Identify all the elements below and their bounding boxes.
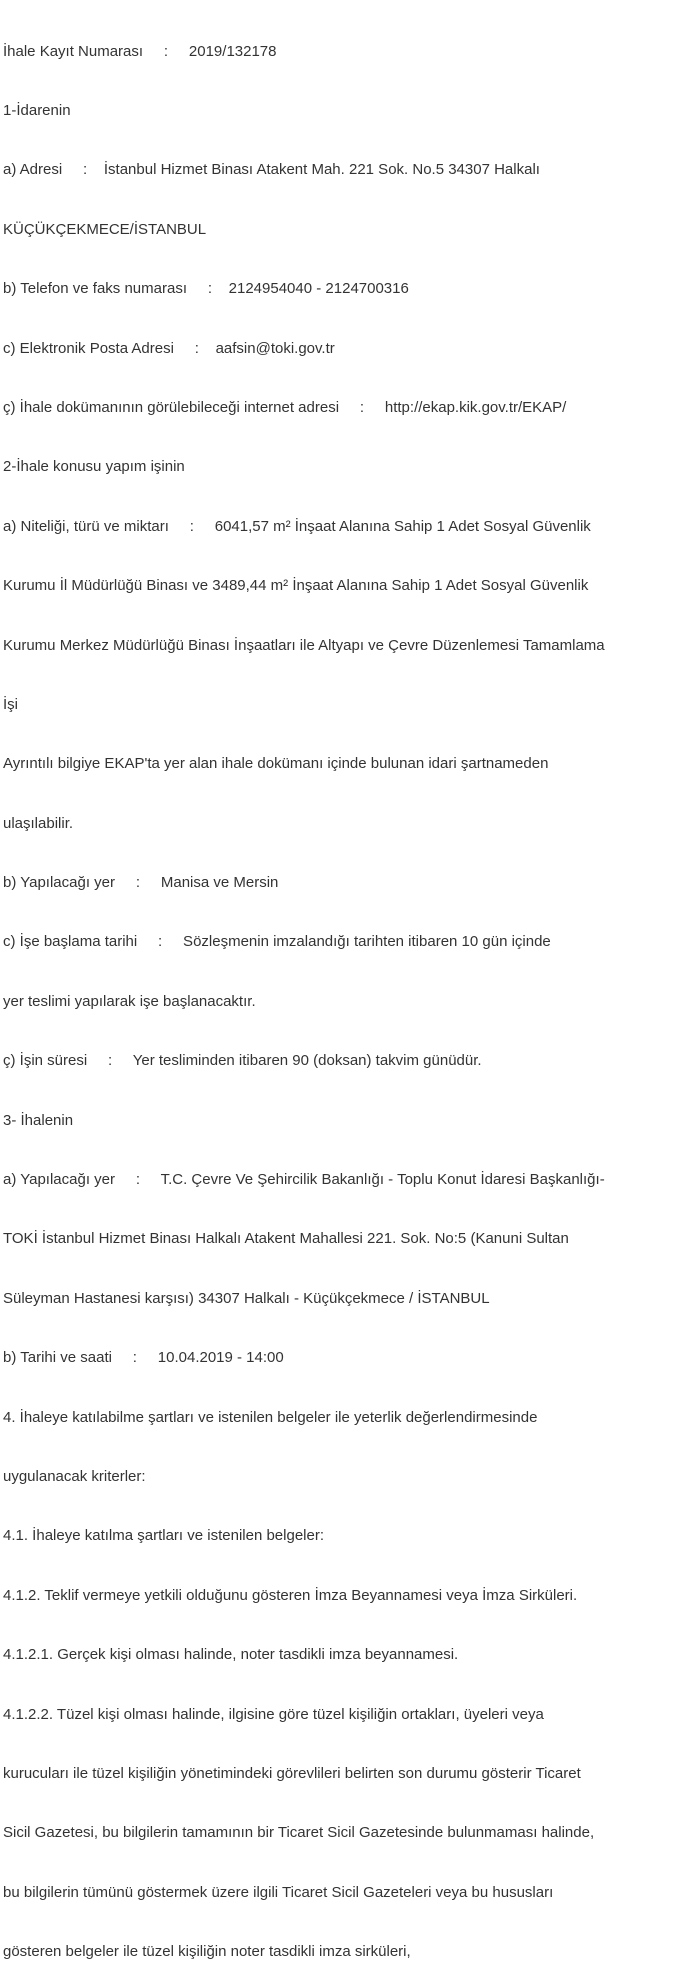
text-line: b) Telefon ve faks numarası : 2124954040 - 2124700316: [3, 280, 409, 298]
text-line: Kurumu Merkez Müdürlüğü Binası İnşaatları ile Altyapı ve Çevre Düzenlemesi Tamamlama: [3, 636, 605, 654]
text-line: c) Elektronik Posta Adresi : aafsin@toki.gov.tr: [3, 339, 335, 357]
text-line: KÜÇÜKÇEKMECE/İSTANBUL: [3, 220, 207, 238]
text-line: 1-İdarenin: [3, 101, 71, 119]
text-line: a) Yapılacağı yer : T.C. Çevre Ve Şehircilik Bakanlığı - Toplu Konut İdaresi Başkanlığı-: [3, 1171, 605, 1189]
text-line: 4.1. İhaleye katılma şartları ve istenilen belgeler:: [3, 1527, 324, 1545]
text-line: 2-İhale konusu yapım işinin: [3, 458, 185, 476]
text-line: ç) İşin süresi : Yer tesliminden itibaren 90 (doksan) takvim günüdür.: [3, 1052, 482, 1070]
text-line: 3- İhalenin: [3, 1111, 74, 1129]
text-line: gösteren belgeler ile tüzel kişiliğin noter tasdikli imza sirküleri,: [3, 1943, 411, 1961]
text-line: 4. İhaleye katılabilme şartları ve istenilen belgeler ile yeterlik değerlendirmesinde: [3, 1408, 538, 1426]
text-line: ç) İhale dokümanının görülebileceği internet adresi : http://ekap.kik.gov.tr/EKAP/: [3, 398, 567, 416]
text-line: kurucuları ile tüzel kişiliğin yönetimindeki görevlileri belirten son durumu gösterir Ticaret: [3, 1764, 581, 1782]
text-line: b) Yapılacağı yer : Manisa ve Mersin: [3, 874, 279, 892]
text-line: a) Adresi : İstanbul Hizmet Binası Atakent Mah. 221 Sok. No.5 34307 Halkalı: [3, 161, 540, 179]
text-line: TOKİ İstanbul Hizmet Binası Halkalı Atakent Mahallesi 221. Sok. No:5 (Kanuni Sultan: [3, 1230, 569, 1248]
text-line: Ayrıntılı bilgiye EKAP'ta yer alan ihale dokümanı içinde bulunan idari şartnameden: [3, 755, 549, 773]
text-line: uygulanacak kriterler:: [3, 1467, 146, 1485]
text-line: İhale Kayıt Numarası : 2019/132178: [3, 42, 277, 60]
text-line: 4.1.2. Teklif vermeye yetkili olduğunu gösteren İmza Beyannamesi veya İmza Sirküleri.: [3, 1586, 578, 1604]
text-line: b) Tarihi ve saati : 10.04.2019 - 14:00: [3, 1349, 284, 1367]
text-line: Sicil Gazetesi, bu bilgilerin tamamının bir Ticaret Sicil Gazetesinde bulunmaması halinde,: [3, 1824, 595, 1842]
text-line: ulaşılabilir.: [3, 814, 74, 832]
text-line: Kurumu İl Müdürlüğü Binası ve 3489,44 m² İnşaat Alanına Sahip 1 Adet Sosyal Güvenlik: [3, 577, 589, 595]
text-line: bu bilgilerin tümünü göstermek üzere ilgili Ticaret Sicil Gazeteleri veya bu hususları: [3, 1883, 554, 1901]
tender-announcement-text: [3, 2, 681, 1982]
text-line: yer teslimi yapılarak işe başlanacaktır.: [3, 992, 256, 1010]
text-line: 4.1.2.2. Tüzel kişi olması halinde, ilgisine göre tüzel kişiliğin ortakları, üyeleri veya: [3, 1705, 544, 1723]
text-line: Süleyman Hastanesi karşısı) 34307 Halkalı - Küçükçekmece / İSTANBUL: [3, 1289, 490, 1307]
text-line: c) İşe başlama tarihi : Sözleşmenin imzalandığı tarihten itibaren 10 gün içinde: [3, 933, 551, 951]
text-line: 4.1.2.1. Gerçek kişi olması halinde, noter tasdikli imza beyannamesi.: [3, 1646, 459, 1664]
text-line: İşi: [3, 695, 18, 713]
text-line: a) Niteliği, türü ve miktarı : 6041,57 m² İnşaat Alanına Sahip 1 Adet Sosyal Güvenlik: [3, 517, 591, 535]
